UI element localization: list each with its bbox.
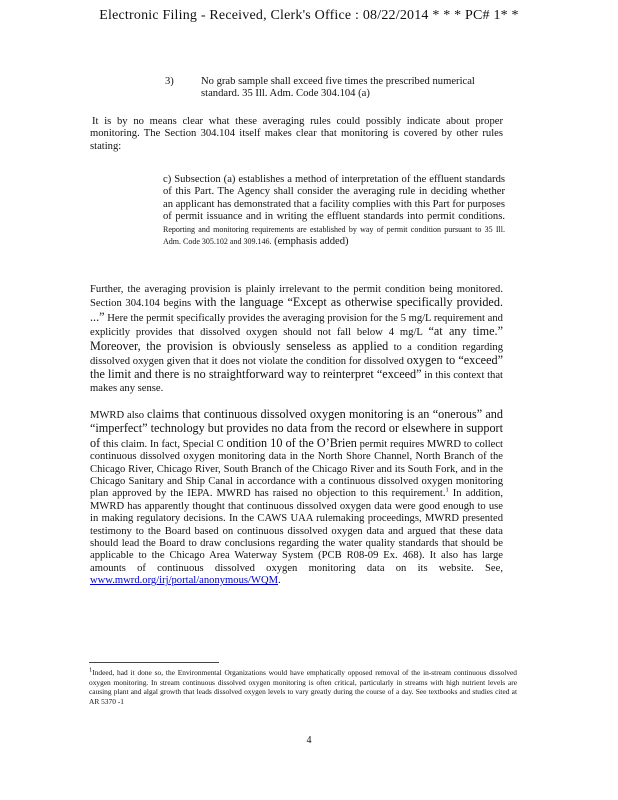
quote-small-text: Reporting and monitoring requirements are established by way of permit condition pursuant to 35 Ill. Adm. Code 305.102 and 309.146. [163, 224, 505, 247]
para3-part4: ondition 10 of the O’Brien [226, 435, 357, 450]
footnote-reference[interactable]: 1 [445, 486, 449, 494]
footnote [89, 668, 517, 706]
mwrd-wqm-link[interactable]: www.mwrd.org/irj/portal/anonymous/WQM [90, 575, 279, 587]
para3-part5: permit requires MWRD to collect continuous dissolved oxygen monitoring data in the North Shore Channel, North Branch of the Chicago River, Chicago River, South Branch of the Chicago River and its South Fork, and in the Chicago Sanitary and Ship Canal in accordance with a continuous dissolved oxygen monitoring plan approved by the IEPA. MWRD has raised no objection to this requirement. [90, 438, 503, 500]
para3-part3: this claim. In fact, Special C [102, 438, 224, 450]
para2-part2: with the language “Except as otherwise specifically provided. ...” [90, 295, 503, 324]
para3-part2: claims that continuous dissolved oxygen monitoring is an “onerous” and “imperfect” technology but provides no data from the record or elsewhere in support of [90, 407, 503, 450]
paragraph-mwrd-claims [90, 408, 503, 588]
block-quote [163, 174, 505, 248]
item-line-1: No grab sample shall exceed five times the prescribed numerical [201, 76, 475, 87]
footnote-text: Indeed, had it done so, the Environmental Organizations would have emphatically opposed removal of the in-stream continuous dissolved oxygen monitoring. In stream continuous dissolved oxygen monitoring is often critical, particularly in streams with high nutrient levels are causing plant and algal growth that leads dissolved oxygen levels to vary greatly during the course of a day. See textbooks and studies cited at AR 5370 -1 [89, 668, 517, 706]
paragraph-averaging-provision [90, 284, 503, 395]
item-number: 3) [165, 76, 174, 87]
para2-part1: Further, the averaging provision is plainly irrelevant to the permit condition being monitored. Section 304.104 begins [90, 284, 503, 310]
para2-part7: in this context that makes any sense. [90, 370, 503, 394]
numbered-item-3 [165, 76, 495, 101]
para3-part1: MWRD also [90, 410, 145, 421]
quote-emphasis: (emphasis added) [274, 236, 349, 248]
para3-end: . [278, 575, 281, 587]
para2-part3: Here the permit specifically provides the averaging provision for the 5 mg/L requirement and explicitly provides that dissolved oxygen should not fall below 4 mg/L [90, 312, 503, 339]
page-number: 4 [306, 735, 312, 746]
footnote-marker: 1 [89, 666, 93, 674]
quote-text: c) Subsection (a) establishes a method of interpretation of the effluent standards of this Part. The Agency shall consider the averaging rule in deciding whether an applicant has demonstrated that a facility complies with this Part for purposes of permit issuance and in writing the effluent standards into permit conditions. [163, 174, 505, 223]
footnote-divider [89, 662, 219, 663]
paragraph-averaging-rules: It is by no means clear what these averaging rules could possibly indicate about proper monitoring. The Section 304.104 itself makes clear that monitoring is covered by other rules stating: [90, 116, 503, 152]
para2-part4: “at any time.” Moreover, the provision is obviously senseless as applied [90, 324, 504, 353]
para3-part6: In addition, MWRD has apparently thought that continuous dissolved oxygen data were good enough to use in making regulatory decisions. In the CAWS UAA rulemaking proceedings, MWRD presented testimony to the Board based on continuous dissolved oxygen data and argued that these data should lead the Board to draw conclusions regarding the water quality standards that should be applicable to the Chicago Area Waterway System (PCB R08-09 Ex. 468). It also has large amounts of continuous dissolved oxygen monitoring data on its website. See, [90, 488, 503, 574]
item-line-2: standard. 35 Ill. Adm. Code 304.104 (a) [201, 88, 370, 100]
filing-header: Electronic Filing - Received, Clerk's Office : 08/22/2014 * * * PC# 1* * [99, 8, 519, 23]
para2-part6: oxygen to “exceed” the limit and there is no straightforward way to reinterpret “exceed” [90, 353, 503, 382]
para2-part5: to a condition regarding dissolved oxygen given that it does not violate the condition for dissolved [90, 341, 503, 368]
